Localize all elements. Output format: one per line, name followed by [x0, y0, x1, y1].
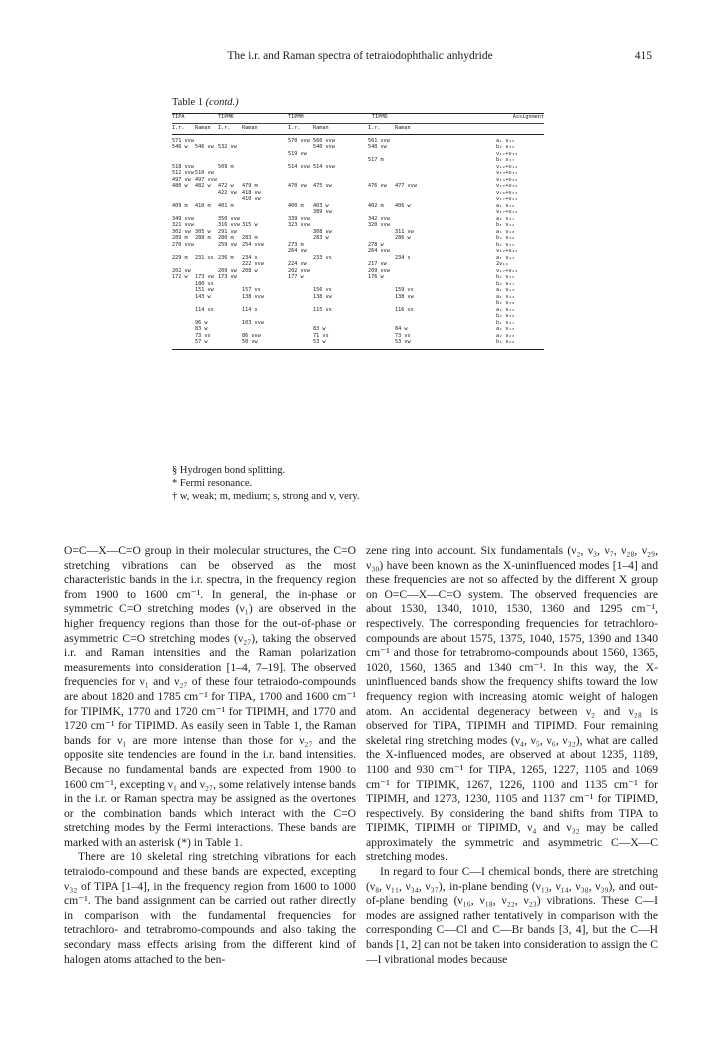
table-cell: 233 vs	[313, 254, 332, 261]
table-sub-header-cell: I.r.	[368, 125, 381, 132]
table-cell: ν₁₄+ν₂₅	[496, 176, 518, 183]
table-cell: 409 m	[172, 202, 188, 209]
table-cell: 321 vvw	[172, 222, 194, 229]
table-cell: 560 vvw	[313, 137, 335, 144]
table-cell: 270 vvw	[172, 241, 194, 248]
table-cell: 280 m	[218, 235, 234, 242]
table-cell: a₁ ν₁₃	[496, 293, 515, 300]
table-cell: 138 vw	[313, 293, 332, 300]
table-cell: ν₁₅+ν₂₀	[496, 183, 518, 190]
data-table	[172, 113, 544, 350]
left-paragraph: There are 10 skeletal ring stretching vibrations for each tetraiodo-compound and these bands are expected, excepting ν₃₂ of TIPA [1–4], in the frequency region from 1600 to 1000 cm⁻¹. The band assignment can be carried out rather directly in comparison with the fundamental frequencies for tetrachloro- and tetrabromo-compounds and also taking the secondary mass effects arising from the different kind of halogen atoms attached to the ben-	[64, 850, 356, 966]
table-cell	[218, 339, 242, 346]
table-cell: 320 vvw	[368, 222, 390, 229]
table-cell: 229 m	[172, 254, 188, 261]
table-cell: 422 vw	[218, 189, 237, 196]
table-cell: a₂ ν₂₇	[496, 215, 515, 222]
right-paragraph: In regard to four C—I chemical bonds, there are stretching (ν₈, ν₁₁, ν₃₄, ν₃₇), in-plane bending (ν₁₃, ν₁₄, ν₃₈, ν₃₉), and out-of-plane bending (ν₁₆, ν₁₈, ν₂₂, ν₂₃) vibrations. These C—I modes are assigned rather tentatively in comparison with the corresponding C—Cl and C—Br bands [3, 4], but the C—H bands [1, 2] can not be taken into consideration to assign the C—I vibrational modes because	[366, 865, 658, 966]
table-cell: 315 w	[242, 222, 258, 229]
table-cell: 342 vvw	[368, 215, 390, 222]
running-header	[0, 50, 720, 68]
table-cell: b₂ ν₃₉	[496, 313, 515, 320]
table-cell: 311 vw	[395, 228, 414, 235]
table-cell: 406 w	[395, 202, 411, 209]
table-cell: 512 vvw	[172, 170, 194, 177]
table-cell: 475 vw	[313, 183, 332, 190]
table-sub-header	[172, 124, 544, 134]
table-cell: a₁ ν₁₂	[496, 287, 515, 294]
table-cell: 283 w	[313, 235, 329, 242]
table-cell: 400 m	[288, 202, 304, 209]
table-cell: 418 vw	[242, 189, 261, 196]
table-group-header-cell: TIPA	[172, 114, 185, 120]
page-number: 415	[634, 50, 652, 62]
table-cell: 308 vw	[313, 228, 332, 235]
table-cell: ν₁₇+ν₃₈	[496, 150, 518, 157]
table-cell: 273 m	[288, 241, 304, 248]
table-sub-header-cell: Raman	[395, 125, 411, 132]
table-cell: 254 vvw	[242, 241, 264, 248]
table-cell: 84 w	[395, 326, 408, 333]
table-sub-header-cell: I.r.	[172, 125, 185, 132]
table-cell: b₁ ν₂₆	[496, 274, 515, 281]
table-group-header-cell: TIPMD	[372, 114, 388, 120]
table-group-header-cell: Assignment	[512, 114, 544, 120]
table-cell: 532 vw	[218, 144, 237, 151]
table-cell: 479 m	[242, 183, 258, 190]
table-cell: 83 w	[313, 326, 326, 333]
table-cell: 540 vw	[368, 144, 387, 151]
footnote-intensity: † w, weak; m, medium; s, strong and v, very.	[172, 491, 360, 502]
table-bottom-rule	[172, 349, 544, 350]
table-cell: ν₁₂+ν₃₆	[496, 248, 518, 255]
table-cell: 234 s	[242, 254, 258, 261]
table-cell: 209 vvw	[368, 267, 390, 274]
table-cell: 283 m	[242, 235, 258, 242]
table-cell: 509 m	[218, 163, 234, 170]
table-cell: 202 vw	[172, 267, 191, 274]
table-cell: 288 m	[195, 235, 211, 242]
table-cell: 143 w	[195, 293, 211, 300]
table-caption-label: Table 1	[172, 97, 204, 108]
table-cell: 546 w	[172, 144, 188, 151]
table-cell: b₂ ν₃₈	[496, 300, 515, 307]
table-cell: 517 m	[368, 157, 384, 164]
table-group-header	[172, 114, 544, 123]
table-cell: 231 vs	[195, 254, 214, 261]
table-cell: 349 vvw	[172, 215, 194, 222]
table-footnotes	[172, 464, 360, 503]
table-cell: 410 vw	[242, 196, 261, 203]
table-group-header-cell: TIPMH	[288, 114, 304, 120]
table-cell: 264 vvw	[368, 248, 390, 255]
table-cell: 401 m	[218, 202, 234, 209]
table-cell: b₂ ν₃₆	[496, 235, 515, 242]
table-caption-contd: (contd.)	[205, 97, 239, 108]
footnote-fermi: * Fermi resonance.	[172, 478, 253, 489]
table-cell: 138 vvw	[242, 293, 264, 300]
table-cell: 71 vs	[313, 332, 329, 339]
table-cell: 83 w	[195, 326, 208, 333]
table-group-header-cell: TIPMK	[218, 114, 234, 120]
table-cell: 472 w	[218, 183, 234, 190]
table-cell: a₂ ν₂₀	[496, 332, 515, 339]
table-cell: 305 w	[195, 228, 211, 235]
table-cell: 403 w	[313, 202, 329, 209]
table-cell: 73 vs	[195, 332, 211, 339]
table-cell: a₁ ν₁₀	[496, 202, 515, 209]
table-cell: 350 vvw	[218, 215, 240, 222]
running-title: The i.r. and Raman spectra of tetraiodophthalic anhydride	[227, 50, 493, 62]
table-cell: 339 vvw	[288, 215, 310, 222]
table-cell: 2ν₁₆	[496, 261, 509, 268]
table-cell: 570 vvw	[288, 137, 310, 144]
table-cell: a₁ ν₁₈	[496, 228, 515, 235]
table-cell: 482 w	[195, 183, 211, 190]
table-cell: 561 vvw	[368, 137, 390, 144]
table-cell: 50 vw	[242, 339, 258, 346]
table-sub-header-cell: I.r.	[218, 125, 231, 132]
table-cell: 115 vs	[313, 306, 332, 313]
table-cell: 180 vs	[195, 280, 214, 287]
table-cell: 86 vvw	[242, 332, 261, 339]
table-row	[172, 339, 544, 346]
table-cell: a₁ ν₁₆	[496, 137, 515, 144]
table-cell: 286 w	[395, 235, 411, 242]
table-cell: 116 vs	[395, 306, 414, 313]
table-cell: 480 w	[172, 183, 188, 190]
table-cell: 402 m	[368, 202, 384, 209]
table-cell: a₂ ν₁₉	[496, 326, 515, 333]
table-cell: 514 vvw	[313, 163, 335, 170]
table-sub-header-cell: I.r.	[288, 125, 301, 132]
table-cell: ν₁₇+ν₂₄	[496, 267, 518, 274]
table-cell: 157 vs	[242, 287, 261, 294]
table-cell: 103 vvw	[242, 319, 264, 326]
table-cell: b₁ ν₂₇	[496, 319, 515, 326]
table-cell: 159 vs	[395, 287, 414, 294]
right-paragraph: zene ring into account. Six fundamentals (ν₂, ν₃, ν₇, ν₂₈, ν₂₉, ν₃₀) have been known as the X-uninfluenced modes [1–4] and these frequencies are not so affected by the different X group on O=C—X—C=O system. The observed frequencies are about 1530, 1340, 1010, 1530, 1360 and 1295 cm⁻¹, respectively. The corresponding frequencies for tetrachloro-compounds are about 1575, 1375, 1040, 1575, 1390 and 1340 cm⁻¹ and those for tetrabromo-compounds about 1560, 1365, 1020, 1560, 1365 and 1340 cm⁻¹. In this way, the X-uninfluenced bands show the frequency shifts toward the low frequency region with increasing atomic weight of halogen atom. An accidental degeneracy between ν₂ and ν₂₈ is observed for TIPA, TIPIMH and TIPIMD. Four remaining skeletal ring stretching modes (ν₄, ν₅, ν₆, ν₃₂), what are called the X-influenced modes, are observed at about 1235, 1189, 1100 and 930 cm⁻¹ for TIPA, 1265, 1227, 1105 and 1069 cm⁻¹ for TIPIMK, 1267, 1226, 1100 and 1135 cm⁻¹ for TIPIMH, and 1273, 1230, 1105 and 1137 cm⁻¹ for TIPIMD, respectively. By considering the band shifts from TIPA to TIPIMK, TIPIMH or TIPIMD, ν₄ and ν₃₂ may be called approximately the symmetric and asymmetric C—X—C stretching modes.	[366, 544, 658, 864]
table-cell: b₂ ν₃₅	[496, 144, 515, 151]
table-cell: 302 vw	[172, 228, 191, 235]
left-paragraph: O=C—X—C=O group in their molecular structures, the C=O stretching vibrations can be observed as the most characteristic bands in the i.r. spectra, in the frequency region from 1900 to 1600 cm⁻¹. In general, the in-phase or symmetric C=O stretching modes (ν₁) are observed in the higher frequency regions than those for the out-of-phase or asymmetric C=O stretching modes (ν₂₇), taking the observed i.r. and Raman intensities and the Raman polarization measurements into consideration [1–4, 7–19]. The observed frequencies for ν₁ and ν₂₇ of these four tetraiodo-compounds are about 1820 and 1785 cm⁻¹ for TIPA, 1700 and 1600 cm⁻¹ for TIPIMK, 1770 and 1720 cm⁻¹ for TIPIMH, and 1770 and 1720 cm⁻¹ for TIPIMD. As easily seen in Table 1, the Raman bands for ν₁ are more intense than those for ν₂₇ and the opposite site tendencies are found in the i.r. band intensities. Because no fundamental bands are expected from 1900 to 1600 cm⁻¹, excepting ν₁ and ν₂₇, some relatively intense bands in the i.r. or Raman spectra may be assigned as the overtones or the combination bands which interact with the C=O stretching modes by the Fermi interactions. These bands are marked with an asterisk (*) in Table 1.	[64, 544, 356, 849]
table-cell: ν₁₇+ν₂₃	[496, 196, 518, 203]
body-column-right	[366, 544, 658, 967]
table-cell: 278 w	[368, 241, 384, 248]
table-cell: 151 vw	[195, 287, 214, 294]
table-cell	[288, 339, 313, 346]
table-cell: 571 vvw	[172, 137, 194, 144]
table-cell: 138 vw	[395, 293, 414, 300]
table-cell: 217 vw	[368, 261, 387, 268]
table-cell: 156 vs	[313, 287, 332, 294]
table-sub-header-cell: Raman	[195, 125, 211, 132]
table-cell: 518 vvw	[172, 163, 194, 170]
table-cell: 173 vw	[195, 274, 214, 281]
table-cell: 172 w	[172, 274, 188, 281]
table-cell: 497 vw	[172, 176, 191, 183]
table-cell: 289 m	[172, 235, 188, 242]
table-cell: ν₁₃+ν₃₅	[496, 170, 518, 177]
body-column-left	[64, 544, 356, 967]
table-cell: 470 vw	[288, 183, 307, 190]
table-cell: 224 vw	[288, 261, 307, 268]
table-cell: 234 s	[395, 254, 411, 261]
table-cell: a₁ ν₁₁	[496, 254, 515, 261]
table-cell: b₁ ν₂₄	[496, 222, 515, 229]
table-cell: 53 vw	[395, 339, 411, 346]
table-cell: 410 m	[195, 202, 211, 209]
table-cell: 173 vw	[218, 274, 237, 281]
table-cell: 222 vvw	[242, 261, 264, 268]
table-cell: 177 w	[288, 274, 304, 281]
table-cell: b₁ ν₂₈	[496, 339, 515, 346]
table-cell: 236 m	[218, 254, 234, 261]
table-cell: 540 vvw	[313, 144, 335, 151]
table-cell	[172, 339, 195, 346]
table-cell: 519 vw	[288, 150, 307, 157]
table-caption	[172, 97, 239, 108]
table-cell: b₂ ν₃₇	[496, 280, 515, 287]
table-cell: 477 vvw	[395, 183, 417, 190]
table-cell: 514 vvw	[288, 163, 310, 170]
table-cell	[368, 339, 395, 346]
table-cell: 96 w	[195, 319, 208, 326]
table-cell: 114 s	[242, 306, 258, 313]
table-cell: 476 vw	[368, 183, 387, 190]
table-cell: ν₁₂+ν₁₆	[496, 163, 518, 170]
table-cell: 510 vw	[195, 170, 214, 177]
table-cell: 209 vw	[218, 267, 237, 274]
table-cell: 389 vw	[313, 209, 332, 216]
table-cell: 202 vvw	[288, 267, 310, 274]
table-cell: 73 vs	[395, 332, 411, 339]
table-cell: 176 w	[368, 274, 384, 281]
table-cell: ν₁₇+ν₁₂	[496, 209, 518, 216]
table-cell: 114 vs	[195, 306, 214, 313]
table-cell: 323 vvw	[288, 222, 310, 229]
table-cell: 53 w	[313, 339, 326, 346]
table-cell: 264 vw	[288, 248, 307, 255]
table-cell: ν₁₆+ν₂₂	[496, 189, 518, 196]
table-cell: b₁ ν₁₇	[496, 157, 515, 164]
table-cell: a₂ ν₁₉	[496, 306, 515, 313]
table-cell: 291 vw	[218, 228, 237, 235]
footnote-hbond: § Hydrogen bond splitting.	[172, 465, 286, 476]
table-sub-header-cell: Raman	[242, 125, 258, 132]
table-cell: 546 vw	[195, 144, 214, 151]
table-cell: 57 w	[195, 339, 208, 346]
table-cell: 208 w	[242, 267, 258, 274]
table-cell: 259 vw	[218, 241, 237, 248]
table-sub-header-cell: Raman	[313, 125, 329, 132]
table-cell: 316 vvw	[218, 222, 240, 229]
table-cell: b₁ ν₂₅	[496, 241, 515, 248]
table-body	[172, 135, 544, 346]
table-cell: 497 vvw	[195, 176, 217, 183]
